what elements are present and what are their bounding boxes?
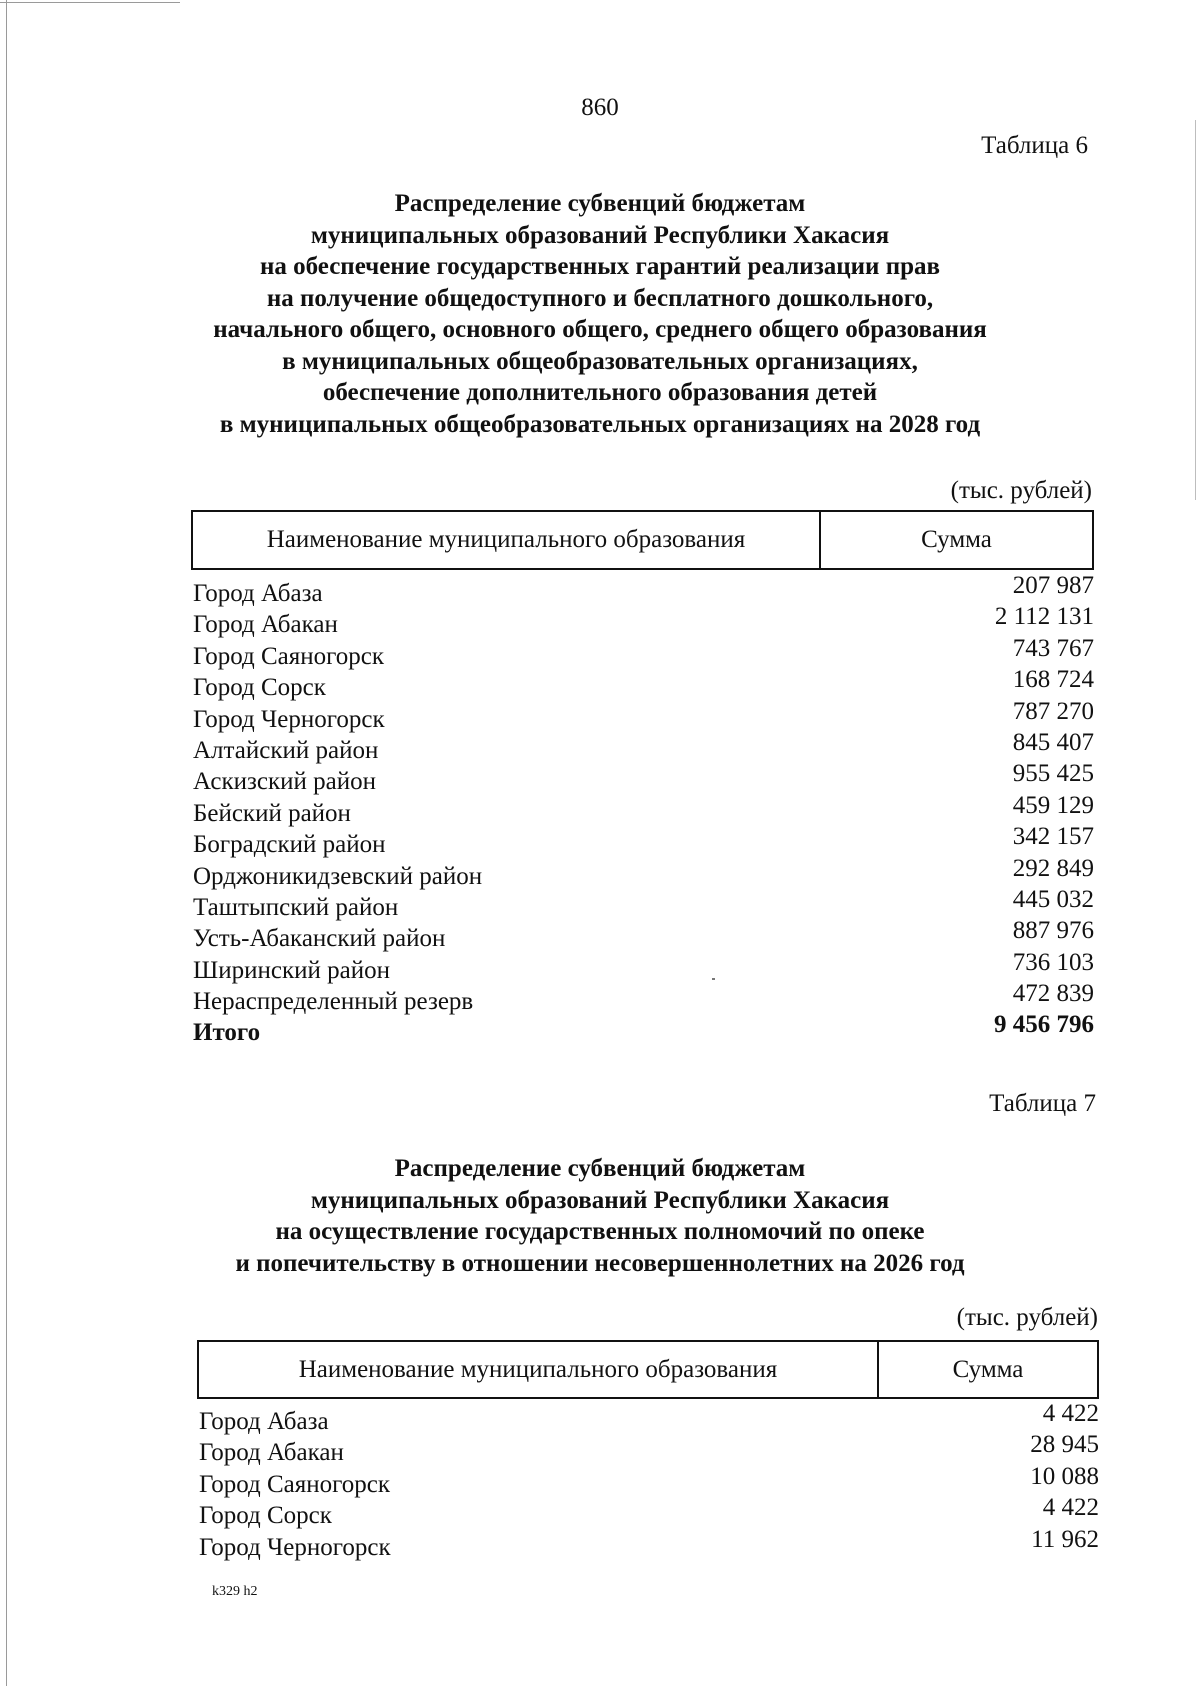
row-name: Город Черногорск [199,1533,391,1561]
table6-title-line: Распределение субвенций бюджетам [394,190,806,217]
table-row [193,823,1094,859]
table-row [193,574,1094,605]
table7-col-name: Наименование муниципального образования [199,1342,879,1397]
table7-units: (тыс. рублей) [956,1304,1098,1331]
row-name: Бейский район [193,799,351,827]
row-value: 4 422 [1042,1494,1099,1522]
table7-title-line: на осуществление государственных полномочий по опеке [275,1218,925,1245]
row-value: 342 157 [1012,823,1094,851]
table-row [193,697,1094,733]
table-row [193,980,1094,1016]
row-name: Город Абакан [199,1439,344,1467]
row-name: Город Саяногорск [193,642,385,670]
table7-title-line: муниципальных образований Республики Хакасия [310,1186,890,1214]
table6-header [191,510,1094,570]
row-name: Алтайский район [193,736,379,764]
row-name: Аскизский район [193,768,377,796]
row-name: Ширинский район [193,956,390,984]
table-row [199,1462,1099,1498]
table6-title-line: в муниципальных общеобразовательных организациях, [282,347,918,375]
table7-title [100,1153,1100,1279]
row-value: 736 103 [1012,948,1094,976]
row-name: Таштыпский район [193,893,399,921]
table-row [193,791,1094,827]
row-value: 28 945 [1030,1431,1099,1459]
table6-col-name: Наименование муниципального образования [193,512,821,568]
row-value: 845 407 [1012,728,1094,756]
table6-title-line: на получение общедоступного и бесплатного дошкольного, [266,284,934,312]
row-value: 472 839 [1012,980,1094,1008]
table-row [193,603,1094,639]
row-name: Усть-Абаканский район [193,925,446,953]
table6-col-sum: Сумма [921,526,992,553]
row-value: 459 129 [1012,791,1094,819]
page-number: 860 [581,94,619,121]
table7-label: Таблица 7 [989,1090,1096,1117]
scan-border-left [6,0,7,1686]
row-value: 743 767 [1012,634,1094,662]
row-name: Боградский район [193,831,386,859]
row-name: Город Сорск [199,1502,332,1530]
table7-header [197,1340,1099,1399]
row-name: Город Абакан [193,611,338,639]
row-value: 955 425 [1012,760,1094,788]
table-row [199,1431,1099,1467]
row-name: Город Абаза [199,1408,329,1435]
row-value: 168 724 [1012,666,1094,694]
footer-code: k329 h2 [212,1584,258,1599]
row-name: Город Сорск [193,674,326,702]
table7-body [199,1402,1099,1559]
row-value: 11 962 [1031,1525,1099,1553]
table-row [199,1402,1099,1433]
table6-title-line: начального общего, основного общего, среднего общего образования [213,316,987,343]
table6-label: Таблица 6 [981,132,1088,159]
table6-title [100,188,1100,440]
row-value: 2 112 131 [994,603,1094,631]
table-row [193,760,1094,796]
total-value: 9 456 796 [994,1011,1094,1039]
table-row [199,1525,1099,1561]
row-value: 787 270 [1012,697,1094,725]
row-value: 10 088 [1030,1462,1099,1490]
row-name: Город Черногорск [193,705,385,733]
table6-units: (тыс. рублей) [950,477,1092,504]
table6-title-line: в муниципальных общеобразовательных организациях на 2028 год [219,410,981,438]
table7-title-line: Распределение субвенций бюджетам [394,1155,806,1182]
scan-border-top [0,2,180,3]
table6-title-line: на обеспечение государственных гарантий реализации прав [259,253,941,280]
table-row [193,854,1094,890]
table-row [193,728,1094,764]
table-row [193,917,1094,953]
table-row [193,666,1094,702]
table-row [193,885,1094,921]
row-name: Орджоникидзевский район [193,862,483,890]
table6-title-line: муниципальных образований Республики Хакасия [310,221,890,249]
row-name: Нераспределенный резерв [193,988,474,1016]
row-value: 207 987 [1012,572,1094,599]
table-row [193,948,1094,984]
total-label: Итого [193,1019,261,1047]
row-value: 292 849 [1012,854,1094,882]
row-value: 4 422 [1042,1400,1099,1427]
table6-title-line: обеспечение дополнительного образования детей [322,379,878,406]
row-name: Город Саяногорск [199,1470,391,1498]
scan-border-right [1195,120,1196,500]
table-row-total [193,1011,1094,1047]
table-row [199,1494,1099,1530]
row-value: 887 976 [1012,917,1094,945]
row-name: Город Абаза [193,580,323,607]
row-value: 445 032 [1012,885,1094,913]
table7-col-sum: Сумма [952,1355,1024,1383]
table-row [193,634,1094,670]
table7-title-line: и попечительству в отношении несовершеннолетних на 2026 год [235,1249,965,1277]
table6-body [193,574,1094,1045]
